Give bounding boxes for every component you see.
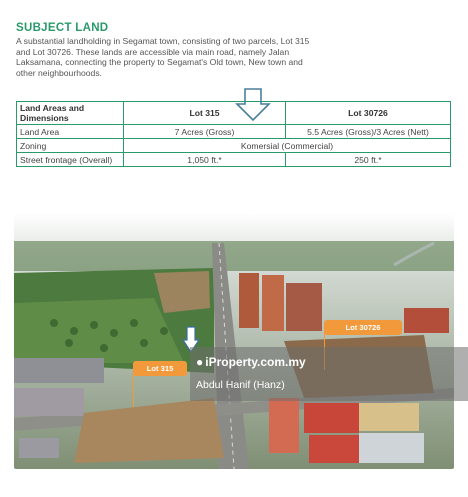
row-label: Land Area [17, 125, 124, 139]
watermark [190, 347, 468, 401]
table-header: Lot 315 [124, 102, 286, 125]
row-label: Zoning [17, 139, 124, 153]
table-row [17, 125, 451, 139]
land-areas-table [16, 101, 451, 167]
table-row [17, 139, 451, 153]
section-description: A substantial landholding in Segamat town, consisting of two parcels, Lot 315 and Lot 30726. These lands are accessible via main road, namely Jalan Laksamana, connecting the property to Segamat's Old town, New town and other neighbourhoods. [16, 36, 310, 78]
table-cell: 7 Acres (Gross) [124, 125, 286, 139]
table-cell: 1,050 ft.* [124, 153, 286, 167]
lot-315-label: Lot 315 [133, 361, 187, 376]
row-label: Street frontage (Overall) [17, 153, 124, 167]
table-header-row [17, 102, 451, 125]
lot-315-marker-pole [133, 373, 134, 407]
section-heading: SUBJECT LAND [16, 22, 109, 34]
table-cell: 5.5 Acres (Gross)/3 Acres (Nett) [286, 125, 451, 139]
lot-30726-label: Lot 30726 [324, 320, 402, 335]
down-arrow-icon [235, 88, 271, 122]
aerial-photo [14, 213, 454, 469]
table-cell: 250 ft.* [286, 153, 451, 167]
watermark-brand: iProperty.com.my [205, 355, 306, 369]
table-cell-merged: Komersial (Commercial) [124, 139, 451, 153]
location-pin-icon: ● [196, 355, 204, 369]
table-row [17, 153, 451, 167]
table-header: Land Areas and Dimensions [17, 102, 124, 125]
table-header: Lot 30726 [286, 102, 451, 125]
watermark-agent: Abdul Hanif (Hanz) [196, 379, 285, 391]
